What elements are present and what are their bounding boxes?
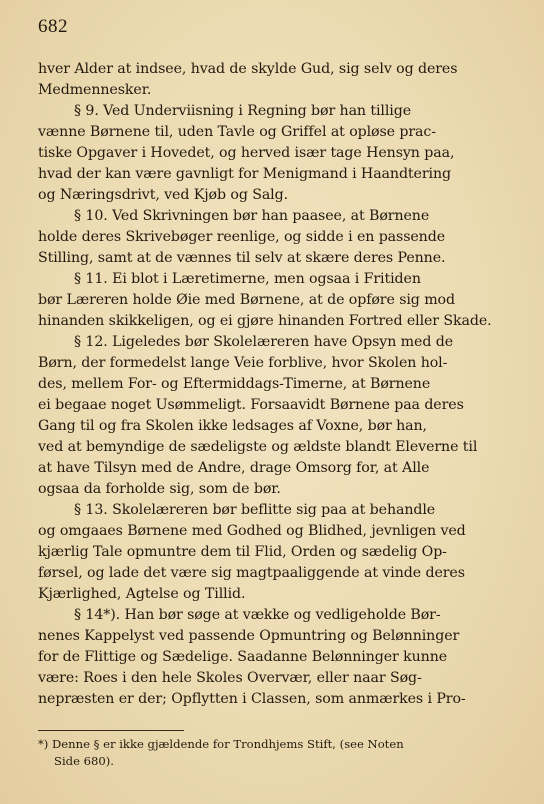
body-text xyxy=(38,59,492,710)
text-line: kjærlig Tale opmuntre dem til Flid, Orden og sædelig Op- xyxy=(38,544,447,560)
text-line: Kjærlighed, Agtelse og Tillid. xyxy=(38,586,246,602)
text-line: for de Flittige og Sædelige. Saadanne Belønninger kunne xyxy=(38,649,448,665)
paragraph-start: § 10. Ved Skrivningen bør han paasee, at Børnene xyxy=(74,208,430,224)
text-line: være: Roes i den hele Skoles Overvær, eller naar Søg- xyxy=(38,670,422,686)
text-line: ei begaae noget Usømmeligt. Forsaavidt Børnene paa deres xyxy=(38,397,464,413)
text-line: Stilling, samt at de vænnes til selv at skære deres Penne. xyxy=(38,250,446,266)
text-line: at have Tilsyn med de Andre, drage Omsorg for, at Alle xyxy=(38,460,430,476)
text-line: nenes Kappelyst ved passende Opmuntring og Belønninger xyxy=(38,628,460,644)
text-line: des, mellem For- og Eftermiddags-Timerne, at Børnene xyxy=(38,376,431,392)
text-line: Gang til og fra Skolen ikke ledsages af Voxne, bør han, xyxy=(38,418,427,434)
paragraph-start: § 9. Ved Underviisning i Regning bør han tillige xyxy=(74,103,412,119)
text-line: hvad der kan være gavnligt for Menigmand i Haandtering xyxy=(38,166,451,182)
paragraph-start: § 14*). Han bør søge at vække og vedligeholde Bør- xyxy=(74,607,441,623)
text-line: og omgaaes Børnene med Godhed og Blidhed, jevnligen ved xyxy=(38,523,466,539)
page-number: 682 xyxy=(38,16,68,37)
text-line: Børn, der formedelst lange Veie forblive, hvor Skolen hol- xyxy=(38,355,448,371)
text-line: og Næringsdrivt, ved Kjøb og Salg. xyxy=(38,187,289,203)
text-line: bør Læreren holde Øie med Børnene, at de opføre sig mod xyxy=(38,292,455,308)
footnote-divider xyxy=(38,730,184,731)
footnote-line: Side 680). xyxy=(54,754,114,768)
paragraph-start: § 13. Skolelæreren bør beflitte sig paa at behandle xyxy=(74,502,436,518)
footnote-line: *) Denne § er ikke gjældende for Trondhjems Stift, (see Noten xyxy=(38,737,404,751)
text-line: vænne Børnene til, uden Tavle og Griffel at opløse prac- xyxy=(38,124,436,140)
text-line: holde deres Skrivebøger reenlige, og sidde i en passende xyxy=(38,229,446,245)
text-line: tiske Opgaver i Hovedet, og herved især tage Hensyn paa, xyxy=(38,145,455,161)
text-line: Medmennesker. xyxy=(38,82,152,98)
text-line: hver Alder at indsee, hvad de skylde Gud, sig selv og deres xyxy=(38,61,458,77)
text-line: førsel, og lade det være sig magtpaaliggende at vinde deres xyxy=(38,565,465,581)
paragraph-start: § 11. Ei blot i Læretimerne, men ogsaa i Fritiden xyxy=(74,271,421,287)
text-line: hinanden skikkeligen, og ei gjøre hinanden Fortred eller Skade. xyxy=(38,313,492,329)
text-line: ved at bemyndige de sædeligste og ældste blandt Eleverne til xyxy=(38,439,478,455)
paragraph-start: § 12. Ligeledes bør Skolelæreren have Opsyn med de xyxy=(74,334,453,350)
text-line: ogsaa da forholde sig, som de bør. xyxy=(38,481,281,497)
text-line: nepræsten er der; Opflytten i Classen, som anmærkes i Pro- xyxy=(38,691,466,707)
footnote xyxy=(38,736,478,770)
